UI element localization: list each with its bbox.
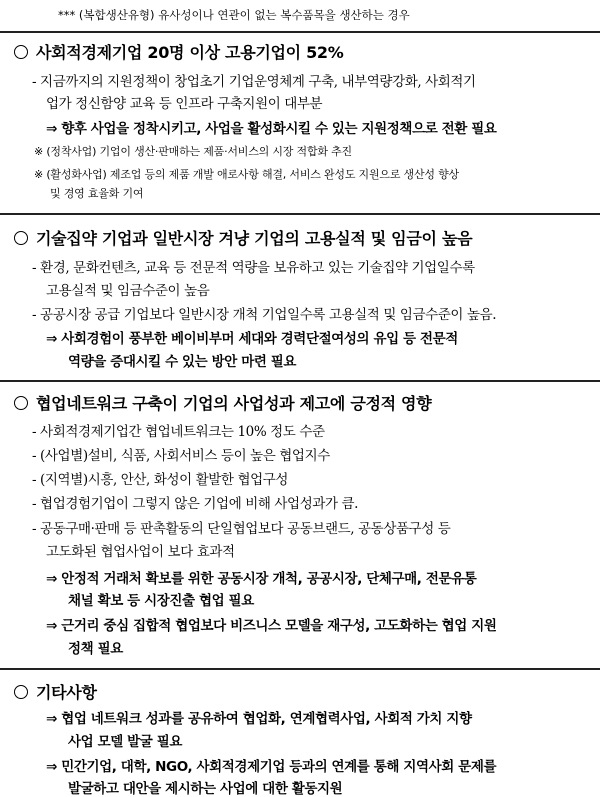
section-heading: 기타사항 bbox=[14, 680, 97, 703]
bullet-line: - (사업별)설비, 식품, 사회서비스 등이 높은 협업지수 bbox=[32, 448, 330, 464]
arrow-line: 채널 확보 등 시장진출 협업 필요 bbox=[68, 593, 254, 609]
bullet-line: 고도화된 협업사업이 보다 효과적 bbox=[46, 544, 235, 560]
section-heading: 기술집약 기업과 일반시장 겨냥 기업의 고용실적 및 임금이 높음 bbox=[14, 226, 472, 249]
circle-bullet-icon bbox=[14, 396, 28, 410]
bullet-line: 업가 정신함양 교육 등 인프라 구축지원이 대부분 bbox=[46, 96, 323, 112]
arrow-line: ⇒ 협업 네트워크 성과를 공유하여 협업화, 연계협력사업, 사회적 가치 지향 bbox=[46, 711, 472, 727]
arrow-line: ⇒ 사회경험이 풍부한 베이비부머 세대와 경력단절여성의 유입 등 전문적 bbox=[46, 331, 458, 347]
bullet-line: - 협업경험기업이 그렇지 않은 기업에 비해 사업성과가 큼. bbox=[32, 496, 359, 512]
bullet-line: - (지역별)시흥, 안산, 화성이 활발한 협업구성 bbox=[32, 472, 289, 488]
section-heading: 사회적경제기업 20명 이상 고용기업이 52% bbox=[14, 40, 344, 63]
circle-bullet-icon bbox=[14, 231, 28, 245]
circle-bullet-icon bbox=[14, 685, 28, 699]
section-heading: 협업네트워크 구축이 기업의 사업성과 제고에 긍정적 영향 bbox=[14, 391, 431, 414]
divider bbox=[0, 380, 600, 382]
circle-bullet-icon bbox=[14, 45, 28, 59]
arrow-line: ⇒ 민간기업, 대학, NGO, 사회적경제기업 등과의 연계를 통해 지역사회 문제를 bbox=[46, 759, 497, 775]
arrow-line: ⇒ 근거리 중심 집합적 협업보다 비즈니스 모델을 재구성, 고도화하는 협업 지원 bbox=[46, 618, 497, 634]
divider bbox=[0, 213, 600, 215]
bullet-line: - 지금까지의 지원정책이 창업초기 기업운영체계 구축, 내부역량강화, 사회적기 bbox=[32, 74, 476, 90]
divider bbox=[0, 668, 600, 670]
arrow-line: 발굴하고 대안을 제시하는 사업에 대한 활동지원 bbox=[68, 781, 343, 797]
bullet-line: 고용실적 및 임금수준이 높음 bbox=[46, 283, 210, 299]
bullet-line: - 환경, 문화컨텐츠, 교육 등 전문적 역량을 보유하고 있는 기술집약 기업일수록 bbox=[32, 260, 475, 276]
note-line: 및 경영 효율화 기여 bbox=[50, 187, 144, 200]
arrow-line: ⇒ 안정적 거래처 확보를 위한 공동시장 개척, 공공시장, 단체구매, 전문유통 bbox=[46, 571, 477, 587]
arrow-line: ⇒ 향후 사업을 정착시키고, 사업을 활성화시킬 수 있는 지원정책으로 전환 필요 bbox=[46, 121, 497, 137]
arrow-line: 정책 필요 bbox=[68, 641, 123, 657]
divider bbox=[0, 31, 600, 33]
top-note: *** (복합생산유형) 유사성이나 연관이 없는 복수품목을 생산하는 경우 bbox=[58, 8, 410, 22]
arrow-line: 역량을 증대시킬 수 있는 방안 마련 필요 bbox=[68, 354, 297, 370]
bullet-line: - 공공시장 공급 기업보다 일반시장 개척 기업일수록 고용실적 및 임금수준이 높음. bbox=[32, 307, 497, 323]
arrow-line: 사업 모델 발굴 필요 bbox=[68, 734, 183, 750]
bullet-line: - 사회적경제기업간 협업네트워크는 10% 정도 수준 bbox=[32, 424, 325, 440]
note-line: ※ (활성화사업) 제조업 등의 제품 개발 애로사항 해결, 서비스 완성도 지원으로 생산성 향상 bbox=[34, 168, 459, 181]
bullet-line: - 공동구매·판매 등 판촉활동의 단일협업보다 공동브랜드, 공동상품구성 등 bbox=[32, 521, 451, 537]
note-line: ※ (정착사업) 기업이 생산·판매하는 제품·서비스의 시장 적합화 추진 bbox=[34, 145, 352, 158]
